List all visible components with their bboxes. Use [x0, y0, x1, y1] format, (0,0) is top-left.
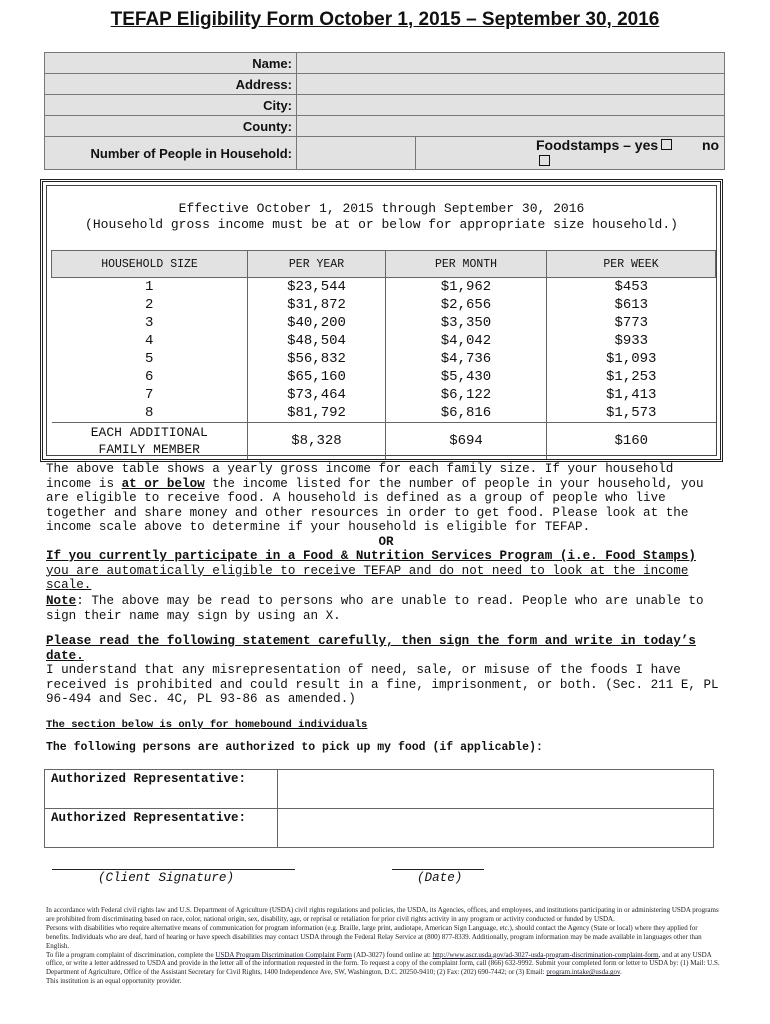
cell-per-week: $453 [547, 278, 716, 297]
address-label: Address: [45, 74, 297, 95]
address-field[interactable] [297, 74, 725, 95]
cell-per-week: $1,413 [547, 386, 716, 404]
food-stamps-paragraph [46, 549, 726, 593]
name-field[interactable] [297, 53, 725, 74]
authorized-rep-label-2: Authorized Representative: [45, 809, 278, 848]
food-stamps-heading: If you currently participate in a Food & Nutrition Services Program (i.e. Food Stamps) [46, 549, 696, 563]
cell-per-week: $1,093 [547, 350, 716, 368]
additional-member-line-2: FAMILY MEMBER [98, 442, 200, 457]
income-table [51, 250, 716, 459]
note-paragraph [46, 594, 726, 623]
authorized-intro: The following persons are authorized to pick up my food (if applicable): [46, 741, 543, 754]
authorized-rep-field-2[interactable] [278, 809, 714, 848]
additional-per-year: $8,328 [248, 423, 386, 460]
cell-per-month: $4,042 [386, 332, 547, 350]
cell-household-size: 1 [145, 279, 154, 295]
complaint-url-link[interactable]: http://www.ascr.usda.gov/ad-3027-usda-program-discrimination-complaint-form [432, 950, 659, 959]
foodstamps-no-label: no [701, 137, 720, 153]
table-row-additional-member [52, 423, 716, 460]
note-label: Note [46, 594, 77, 608]
eligibility-text-a: The above table shows a yearly gross income for each family size. If your household income is [46, 462, 674, 491]
foodstamps-yes-label: Foodstamps – yes [536, 137, 659, 153]
cell-per-year: $48,504 [248, 332, 386, 350]
column-header-per-month: PER MONTH [386, 251, 547, 278]
date-line[interactable] [392, 869, 484, 870]
people-count-label: Number of People in Household: [45, 137, 297, 170]
cell-per-week: $1,573 [547, 404, 716, 423]
cell-per-week: $1,253 [547, 368, 716, 386]
table-row [52, 368, 716, 386]
cell-per-month: $6,122 [386, 386, 547, 404]
additional-member-label [52, 423, 248, 460]
income-guidelines-box [40, 179, 723, 462]
cell-per-month: $6,816 [386, 404, 547, 423]
cell-per-month: $2,656 [386, 296, 547, 314]
table-row [52, 386, 716, 404]
understanding-statement: I understand that any misrepresentation of need, sale, or misuse of the foods I have received is prohibited and could result in a fine, imprisonment, or both. (Sec. 211 E, PL 96-494 and Sec. 4C, PL 93-86 as amended.) [46, 663, 719, 707]
cell-household-size: 3 [145, 315, 154, 331]
people-count-field[interactable] [297, 137, 416, 170]
cell-household-size: 2 [145, 297, 154, 313]
foodstamps-choice [416, 137, 725, 170]
column-header-household-size: HOUSEHOLD SIZE [52, 251, 248, 278]
nondiscrimination-statement [46, 906, 722, 986]
authorized-rep-field-1[interactable] [278, 770, 714, 809]
cell-per-year: $81,792 [248, 404, 386, 423]
food-stamps-text: you are automatically eligible to receive TEFAP and do not need to look at the income scale. [46, 563, 689, 593]
note-text: : The above may be read to persons who are unable to read. People who are unable to sign their name may sign by using an X. [46, 594, 704, 623]
at-or-below-emphasis: at or below [121, 476, 205, 491]
household-info-table [44, 52, 725, 170]
authorized-rep-label-1: Authorized Representative: [45, 770, 278, 809]
additional-member-line-1: EACH ADDITIONAL [90, 425, 208, 440]
additional-per-week: $160 [547, 423, 716, 460]
name-label: Name: [45, 53, 297, 74]
cell-per-month: $1,962 [386, 278, 547, 297]
table-row [52, 404, 716, 423]
city-field[interactable] [297, 95, 725, 116]
foodstamps-yes-checkbox[interactable] [661, 139, 672, 150]
read-statement-heading: Please read the following statement carefully, then sign the form and write in today’s date. [46, 634, 696, 663]
cell-per-year: $73,464 [248, 386, 386, 404]
column-header-per-week: PER WEEK [547, 251, 716, 278]
county-field[interactable] [297, 116, 725, 137]
cell-household-size: 4 [145, 333, 154, 349]
homebound-notice: The section below is only for homebound individuals [46, 719, 368, 731]
fine-print-complaint [46, 951, 722, 978]
complaint-form-link[interactable]: USDA Program Discrimination Complaint Form [215, 950, 352, 959]
cell-household-size: 7 [145, 387, 154, 403]
fine-print-equal-opportunity: This institution is an equal opportunity provider. [46, 977, 182, 986]
eligibility-text-c: the income listed for the number of people in your household, you are eligible to receive food. A household is defined as a group of people who live together and share money and other resources in order to get food. Please look at the income scale above to determine if your household is eligible for TEFAP. [46, 476, 704, 535]
complaint-email-link[interactable]: program.intake@usda.gov [546, 968, 621, 977]
cell-household-size: 6 [145, 369, 154, 385]
client-signature-line[interactable] [52, 869, 295, 870]
complaint-text-c: , and at any USDA office, or write a letter addressed to USDA and provide in the letter all of the information requested in the form. To request a copy of the complaint form, call (866) 632-9992. Submit your completed form or letter to USDA by: (1) Mail: U.S. Department of Agriculture, Office of the Assistant Secretary for Civil Rights, 1400 Independence Ave, SW, Washington, D.C. 20250-9410; (2) Fax: (202) 690-7442; or (3) Email: [46, 950, 720, 977]
cell-per-week: $773 [547, 314, 716, 332]
cell-per-month: $3,350 [386, 314, 547, 332]
city-label: City: [45, 95, 297, 116]
complaint-text-a: To file a program complaint of discrimination, complete the [46, 950, 216, 959]
cell-per-year: $23,544 [248, 278, 386, 297]
cell-per-week: $933 [547, 332, 716, 350]
cell-per-week: $613 [547, 296, 716, 314]
eligibility-paragraph [46, 462, 726, 535]
cell-per-year: $65,160 [248, 368, 386, 386]
or-separator: OR [378, 535, 394, 549]
complaint-text-b: (AD-3027) found online at: [351, 950, 433, 959]
table-row [52, 332, 716, 350]
column-header-per-year: PER YEAR [248, 251, 386, 278]
income-note-line: (Household gross income must be at or below for appropriate size household.) [85, 217, 678, 232]
effective-dates-line: Effective October 1, 2015 through September 30, 2016 [178, 201, 585, 216]
fine-print-disabilities: Persons with disabilities who require alternative means of communication for program information (e.g. Braille, large print, audiotape, American Sign Language, etc.), should contact the Agency (State or local) where they applied for benefits. Individuals who are deaf, hard of hearing or have speech disabilities may contact USDA through the Federal Relay Service at (800) 877-8339. Additionally, program information may be made available in languages other than English. [46, 923, 702, 950]
table-row [52, 278, 716, 297]
fine-print-civil-rights: In accordance with Federal civil rights law and U.S. Department of Agriculture (USDA) civil rights regulations and policies, the USDA, its Agencies, offices, and employees, and institutions participating in or administering USDA programs are prohibited from discriminating based on race, color, national origin, sex, disability, age, or reprisal or retaliation for prior civil rights activity in any program or activity conducted or funded by USDA. [46, 906, 719, 923]
complaint-text-d: . [620, 968, 622, 977]
table-row [52, 296, 716, 314]
authorized-representatives-table [44, 769, 714, 848]
cell-per-year: $40,200 [248, 314, 386, 332]
cell-household-size: 5 [145, 351, 154, 367]
client-signature-label: (Client Signature) [98, 871, 235, 885]
table-row [52, 350, 716, 368]
county-label: County: [45, 116, 297, 137]
cell-household-size: 8 [145, 405, 154, 421]
table-row [52, 314, 716, 332]
cell-per-year: $56,832 [248, 350, 386, 368]
form-title: TEFAP Eligibility Form October 1, 2015 – September 30, 2016 [110, 9, 660, 30]
cell-per-month: $5,430 [386, 368, 547, 386]
additional-per-month: $694 [386, 423, 547, 460]
cell-per-month: $4,736 [386, 350, 547, 368]
foodstamps-no-checkbox[interactable] [539, 155, 550, 166]
cell-per-year: $31,872 [248, 296, 386, 314]
date-label: (Date) [417, 871, 463, 885]
